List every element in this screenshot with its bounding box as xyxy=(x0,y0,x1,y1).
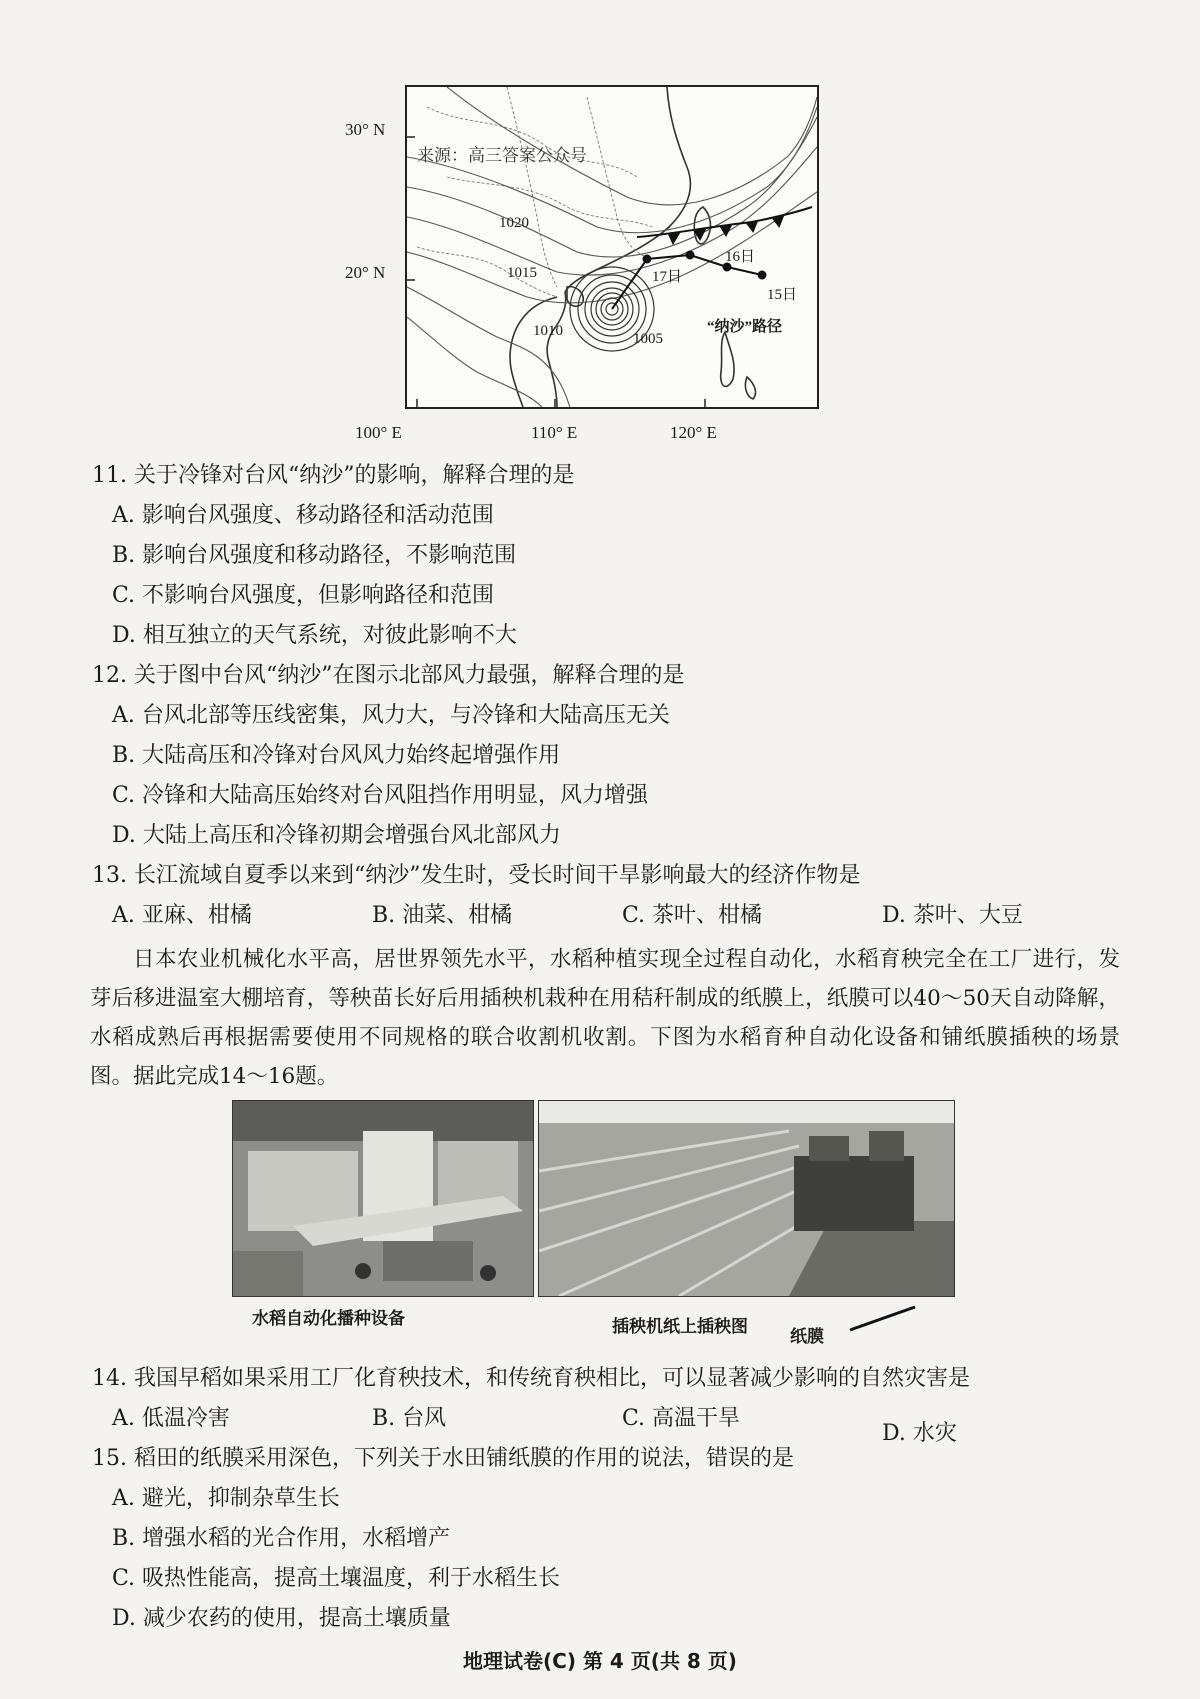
question-13-option-a: A. 亚麻、柑橘 xyxy=(112,903,252,928)
lon-label-120e: 120° E xyxy=(670,423,717,442)
isobar-label-1015: 1015 xyxy=(507,265,537,281)
question-12-stem: 12. 关于图中台风“纳沙”在图示北部风力最强，解释合理的是 xyxy=(92,663,685,688)
question-13-option-b: B. 油菜、柑橘 xyxy=(372,903,513,928)
lat-label-20n: 20° N xyxy=(345,263,386,282)
question-12-option-a: A. 台风北部等压线密集，风力大，与冷锋和大陆高压无关 xyxy=(112,703,670,728)
question-11-stem: 11. 关于冷锋对台风“纳沙”的影响，解释合理的是 xyxy=(92,463,575,488)
lon-label-110e: 110° E xyxy=(531,423,578,442)
transplanting-caption: 插秧机纸上插秧图 xyxy=(612,1317,748,1337)
lat-label-30n: 30° N xyxy=(345,120,386,139)
isobar-label-1020: 1020 xyxy=(499,215,529,231)
question-15-option-a: A. 避光，抑制杂草生长 xyxy=(112,1486,340,1511)
isobar-label-1010: 1010 xyxy=(533,323,563,339)
question-15-stem: 15. 稻田的纸膜采用深色，下列关于水田铺纸膜的作用的说法，错误的是 xyxy=(92,1446,794,1471)
transplanting-photo xyxy=(538,1100,955,1297)
question-15-option-d: D. 减少农药的使用，提高土壤质量 xyxy=(112,1606,451,1631)
map-drawing xyxy=(407,87,817,407)
paper-film-label: 纸膜 xyxy=(790,1327,824,1347)
isobar-label-1005: 1005 xyxy=(633,331,663,347)
lon-label-100e: 100° E xyxy=(355,423,402,442)
question-15-option-c: C. 吸热性能高，提高土壤温度，利于水稻生长 xyxy=(112,1566,561,1591)
question-12-option-b: B. 大陆高压和冷锋对台风风力始终起增强作用 xyxy=(112,743,561,768)
question-13-option-c: C. 茶叶、柑橘 xyxy=(622,903,763,928)
paper-film-arrow xyxy=(820,1295,940,1340)
map-frame xyxy=(405,85,819,409)
question-11-option-a: A. 影响台风强度、移动路径和活动范围 xyxy=(112,503,494,528)
question-14-option-a: A. 低温冷害 xyxy=(112,1406,230,1431)
question-13-option-d: D. 茶叶、大豆 xyxy=(882,903,1023,928)
page-footer: 地理试卷(C) 第 4 页(共 8 页) xyxy=(463,1649,737,1673)
date-label-16: 16日 xyxy=(725,249,756,265)
typhoon-path-label: “纳沙”路径 xyxy=(707,319,783,335)
seeding-equipment-photo xyxy=(232,1100,534,1297)
question-13-stem: 13. 长江流域自夏季以来到“纳沙”发生时，受长时间干旱影响最大的经济作物是 xyxy=(92,863,861,888)
question-14-option-c: C. 高温干旱 xyxy=(622,1406,741,1431)
question-11-option-b: B. 影响台风强度和移动路径，不影响范围 xyxy=(112,543,517,568)
question-14-option-d: D. 水灾 xyxy=(882,1421,957,1446)
question-11-option-d: D. 相互独立的天气系统，对彼此影响不大 xyxy=(112,623,517,648)
question-14-stem: 14. 我国早稻如果采用工厂化育秧技术，和传统育秧相比，可以显著减少影响的自然灾害是 xyxy=(92,1366,970,1391)
cold-front xyxy=(637,207,812,243)
question-12-option-d: D. 大陆上高压和冷锋初期会增强台风北部风力 xyxy=(112,823,561,848)
question-14-option-b: B. 台风 xyxy=(372,1406,447,1431)
passage-14-16: 日本农业机械化水平高，居世界领先水平，水稻种植实现全过程自动化，水稻育秧完全在工厂进行，发芽后移进温室大棚培育，等秧苗长好后用插秧机栽种在用秸秆制成的纸膜上，纸膜可以40～50天自动降解，水稻成熟后再根据需要使用不同规格的联合收割机收割。下图为水稻育种自动化设备和铺纸膜插秧的场景图。据此完成14～16题。 xyxy=(90,947,1120,1089)
date-label-15: 15日 xyxy=(767,287,798,303)
date-label-17: 17日 xyxy=(652,269,683,285)
question-15-option-b: B. 增强水稻的光合作用，水稻增产 xyxy=(112,1526,451,1551)
question-12-option-c: C. 冷锋和大陆高压始终对台风阻挡作用明显，风力增强 xyxy=(112,783,649,808)
seeding-equipment-caption: 水稻自动化播种设备 xyxy=(252,1309,405,1329)
typhoon-map-figure xyxy=(345,75,815,445)
map-watermark: 来源：高三答案公众号 xyxy=(417,146,587,166)
question-11-option-c: C. 不影响台风强度，但影响路径和范围 xyxy=(112,583,495,608)
